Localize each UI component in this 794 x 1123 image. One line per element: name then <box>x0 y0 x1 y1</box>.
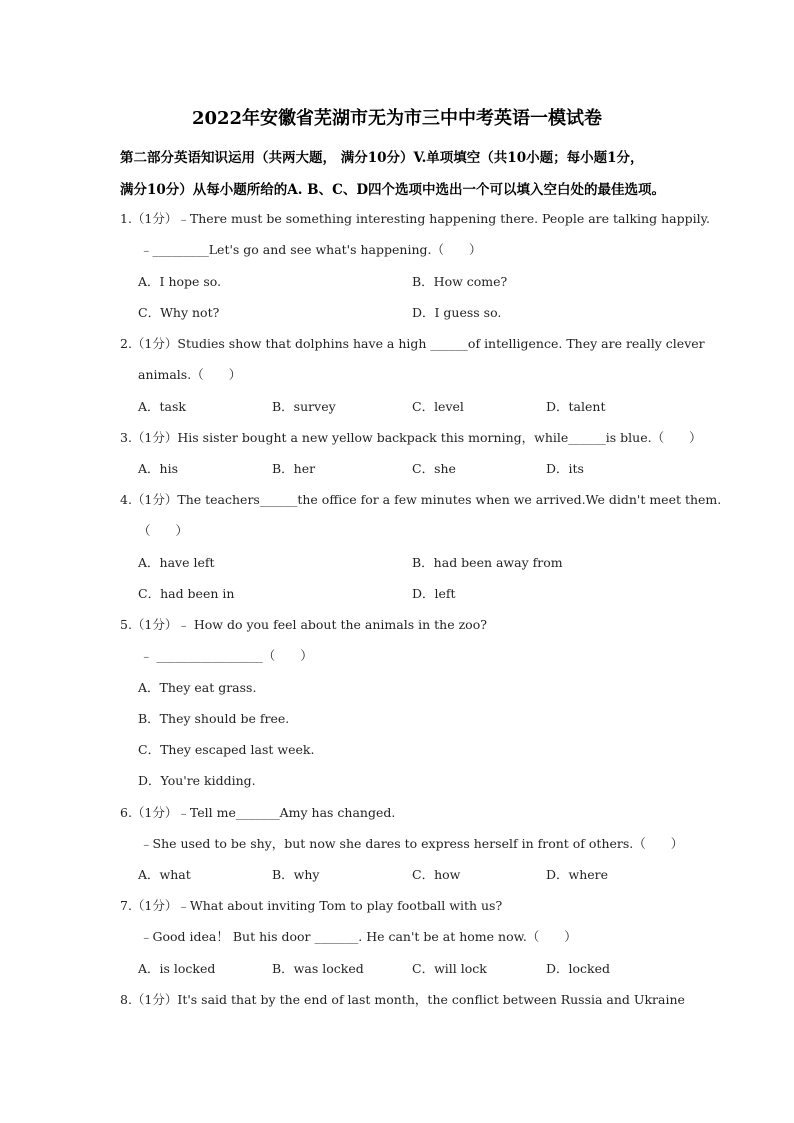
question-5-stem-line2: ﹣ _________________（ ） <box>140 648 313 663</box>
question-3-option-a[interactable]: A．his <box>138 461 178 476</box>
question-2-option-d[interactable]: D．talent <box>546 399 606 414</box>
question-4-stem-line2: （ ） <box>138 523 189 538</box>
section-instructions-line1: 第二部分英语知识运用（共两大题， 满分10分）V.单项填空（共10小题；每小题1分， <box>120 150 644 166</box>
question-5-stem: 5.（1分）﹣ How do you feel about the animals in the zoo? <box>120 617 487 632</box>
question-6-stem: 6.（1分）﹣Tell me_______Amy has changed. <box>120 805 396 820</box>
question-3-option-b[interactable]: B．her <box>272 461 316 476</box>
question-3-option-c[interactable]: C．she <box>412 461 456 476</box>
question-6-option-a[interactable]: A．what <box>138 867 191 882</box>
question-2-stem: 2.（1分）Studies show that dolphins have a high ______of intelligence. They are really clever <box>120 336 705 351</box>
question-5-option-a[interactable]: A．They eat grass. <box>138 680 257 695</box>
question-7-option-d[interactable]: D．locked <box>546 961 611 976</box>
question-2-stem-line2: animals.（ ） <box>138 367 242 382</box>
question-1-stem-line2: ﹣_________Let's go and see what's happening.（ ） <box>140 242 482 257</box>
question-5-option-c[interactable]: C．They escaped last week. <box>138 742 315 757</box>
question-7-option-c[interactable]: C．will lock <box>412 961 487 976</box>
question-1-option-c[interactable]: C．Why not? <box>138 305 220 320</box>
question-4-stem: 4.（1分）The teachers______the office for a few minutes when we arrived.We didn't meet them. <box>120 492 722 507</box>
section-instructions-line2: 满分10分）从每小题所给的A. B、C、D四个选项中选出一个可以填入空白处的最佳选项。 <box>120 182 666 198</box>
question-5-option-d[interactable]: D．You're kidding. <box>138 773 256 788</box>
question-7-stem: 7.（1分）﹣What about inviting Tom to play football with us? <box>120 898 503 913</box>
question-1-option-d[interactable]: D．I guess so. <box>412 305 502 320</box>
question-6-stem-line2: ﹣She used to be shy，but now she dares to express herself in front of others.（ ） <box>140 836 684 851</box>
question-4-option-c[interactable]: C．had been in <box>138 586 235 601</box>
question-4-option-d[interactable]: D．left <box>412 586 456 601</box>
question-7-option-a[interactable]: A．is locked <box>138 961 216 976</box>
question-4-option-a[interactable]: A．have left <box>138 555 215 570</box>
question-3-stem: 3.（1分）His sister bought a new yellow backpack this morning，while______is blue.（ ） <box>120 430 702 445</box>
question-5-option-b[interactable]: B．They should be free. <box>138 711 290 726</box>
question-1-option-b[interactable]: B．How come? <box>412 274 508 289</box>
exam-title: 2022年安徽省芜湖市无为市三中中考英语一模试卷 <box>191 108 603 129</box>
question-4-option-b[interactable]: B．had been away from <box>412 555 563 570</box>
question-7-stem-line2: ﹣Good idea！ But his door _______. He can't be at home now.（ ） <box>140 929 577 944</box>
question-7-option-b[interactable]: B．was locked <box>272 961 364 976</box>
question-8-stem: 8.（1分）It's said that by the end of last month，the conflict between Russia and Ukraine <box>120 992 685 1007</box>
question-1-stem: 1.（1分）﹣There must be something interesting happening there. People are talking happily. <box>120 211 710 226</box>
question-2-option-b[interactable]: B．survey <box>272 399 336 414</box>
question-2-option-a[interactable]: A．task <box>138 399 186 414</box>
question-3-option-d[interactable]: D．its <box>546 461 584 476</box>
question-1-option-a[interactable]: A．I hope so. <box>138 274 222 289</box>
question-2-option-c[interactable]: C．level <box>412 399 464 414</box>
question-6-option-d[interactable]: D．where <box>546 867 609 882</box>
question-6-option-b[interactable]: B．why <box>272 867 320 882</box>
question-6-option-c[interactable]: C．how <box>412 867 461 882</box>
